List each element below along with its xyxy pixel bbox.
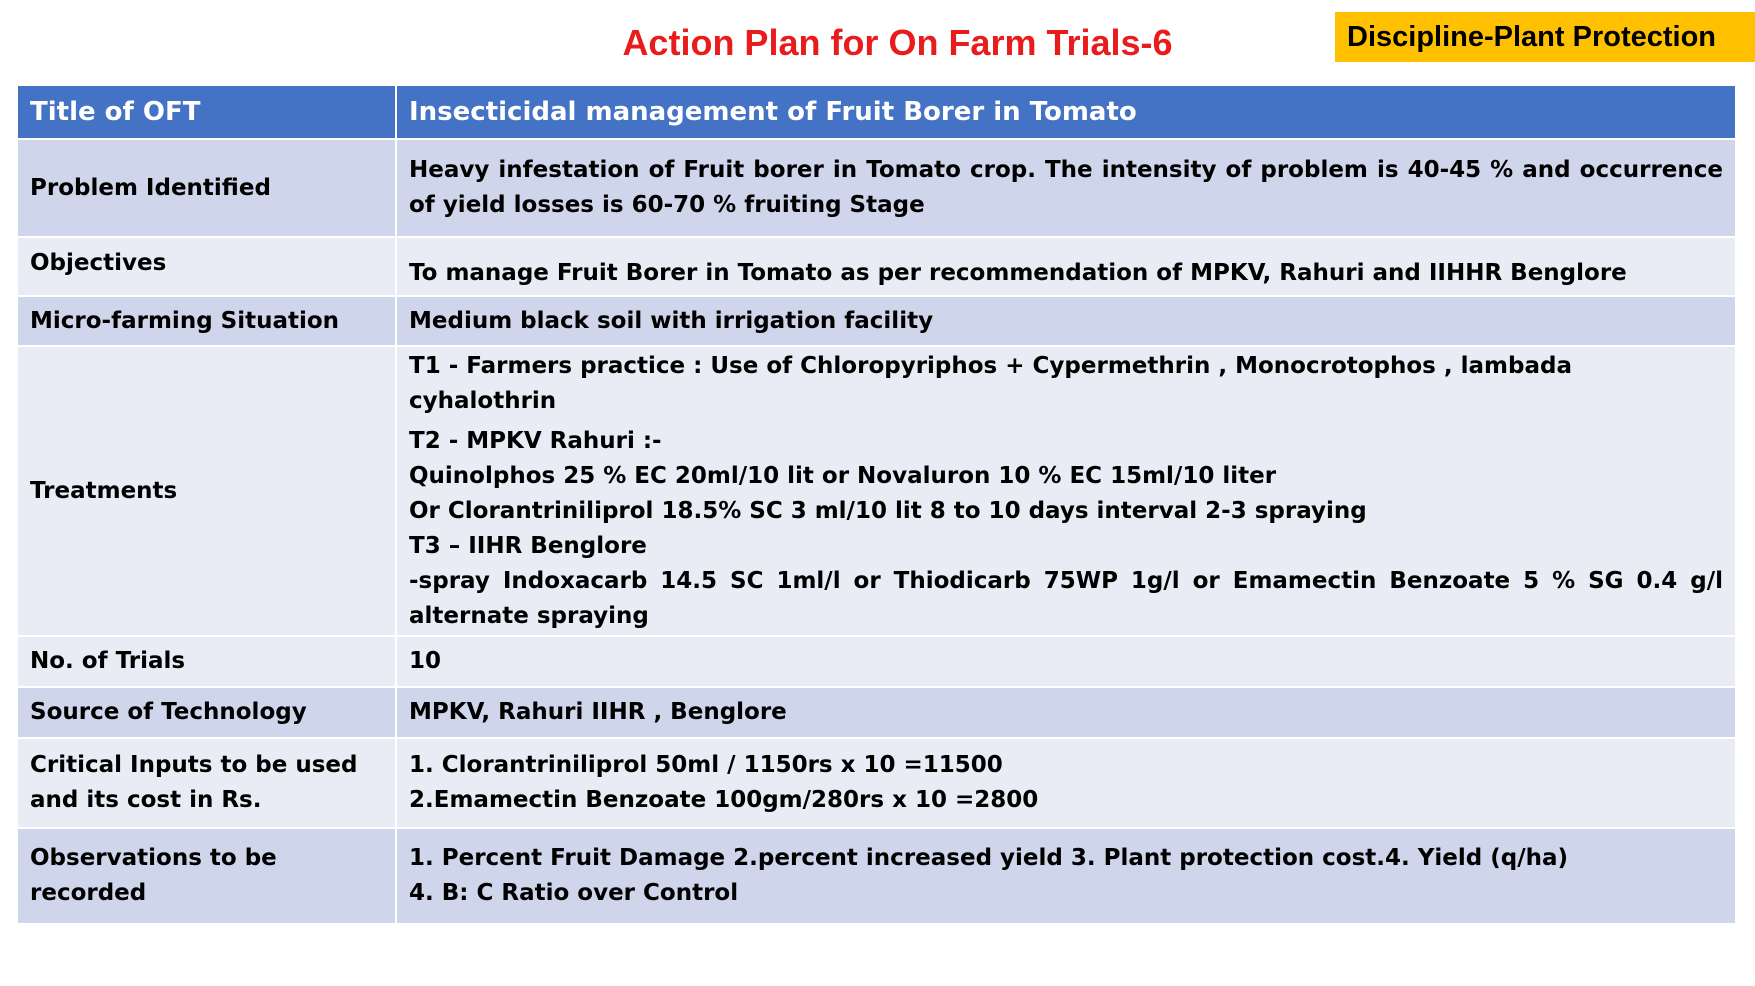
treatment-line: T1 - Farmers practice : Use of Chloropyriphos + Cypermethrin , Monocrotophos , lambada cyhalothrin — [409, 352, 1572, 414]
micro-label: Micro-farming Situation — [17, 296, 396, 346]
treatment-line: Or Clorantriniliprol 18.5% SC 3 ml/10 lit 8 to 10 days interval 2-3 spraying — [409, 497, 1367, 524]
problem-label: Problem Identified — [17, 139, 396, 237]
treatment-line: -spray Indoxacarb 14.5 SC 1ml/l or Thiodicarb 75WP 1g/l or Emamectin Benzoate 5 % SG 0.4 g/l alternate spraying — [409, 567, 1723, 629]
inputs-value — [396, 738, 1736, 828]
problem-value: Heavy infestation of Fruit borer in Tomato crop. The intensity of problem is 40-45 % and occurrence of yield losses is 60-70 % fruiting Stage — [396, 139, 1736, 237]
inputs-line: 2.Emamectin Benzoate 100gm/280rs x 10 =2800 — [409, 787, 1039, 813]
source-label: Source of Technology — [17, 687, 396, 738]
observations-line: 1. Percent Fruit Damage 2.percent increased yield 3. Plant protection cost.4. Yield (q/ha) — [409, 845, 1569, 871]
header-value: Insecticidal management of Fruit Borer in Tomato — [396, 85, 1736, 139]
treatments-value — [396, 346, 1736, 636]
table-row-treatments — [17, 346, 1736, 636]
inputs-label-line: Critical Inputs to be used — [30, 752, 358, 778]
header-label: Title of OFT — [17, 85, 396, 139]
trials-value: 10 — [396, 636, 1736, 687]
observations-value — [396, 828, 1736, 924]
treatment-line: T3 – IIHR Benglore — [409, 532, 647, 559]
inputs-label-line: and its cost in Rs. — [30, 787, 262, 813]
table-row-micro-farming — [17, 296, 1736, 346]
treatment-line: T2 - MPKV Rahuri :- — [409, 427, 662, 454]
treatment-line: Quinolphos 25 % EC 20ml/10 lit or Novaluron 10 % EC 15ml/10 liter — [409, 462, 1277, 489]
treatments-label: Treatments — [17, 346, 396, 636]
source-value: MPKV, Rahuri IIHR , Benglore — [396, 687, 1736, 738]
table-row-objectives — [17, 237, 1736, 296]
table-row-observations — [17, 828, 1736, 924]
oft-table — [16, 84, 1737, 925]
table-header-row — [17, 85, 1736, 139]
discipline-badge: Discipline-Plant Protection — [1335, 12, 1755, 62]
table-row-trials — [17, 636, 1736, 687]
observations-line: 4. B: C Ratio over Control — [409, 880, 739, 906]
page-title: Action Plan for On Farm Trials-6 — [622, 22, 1173, 63]
table-row-inputs — [17, 738, 1736, 828]
observations-label: Observations to be recorded — [17, 828, 396, 924]
trials-label: No. of Trials — [17, 636, 396, 687]
micro-value: Medium black soil with irrigation facility — [396, 296, 1736, 346]
table-row-source — [17, 687, 1736, 738]
objectives-label: Objectives — [17, 237, 396, 296]
inputs-label — [17, 738, 396, 828]
inputs-line: 1. Clorantriniliprol 50ml / 1150rs x 10 =11500 — [409, 752, 1003, 778]
table-row-problem — [17, 139, 1736, 237]
objectives-value: To manage Fruit Borer in Tomato as per recommendation of MPKV, Rahuri and IIHHR Benglore — [396, 237, 1736, 296]
